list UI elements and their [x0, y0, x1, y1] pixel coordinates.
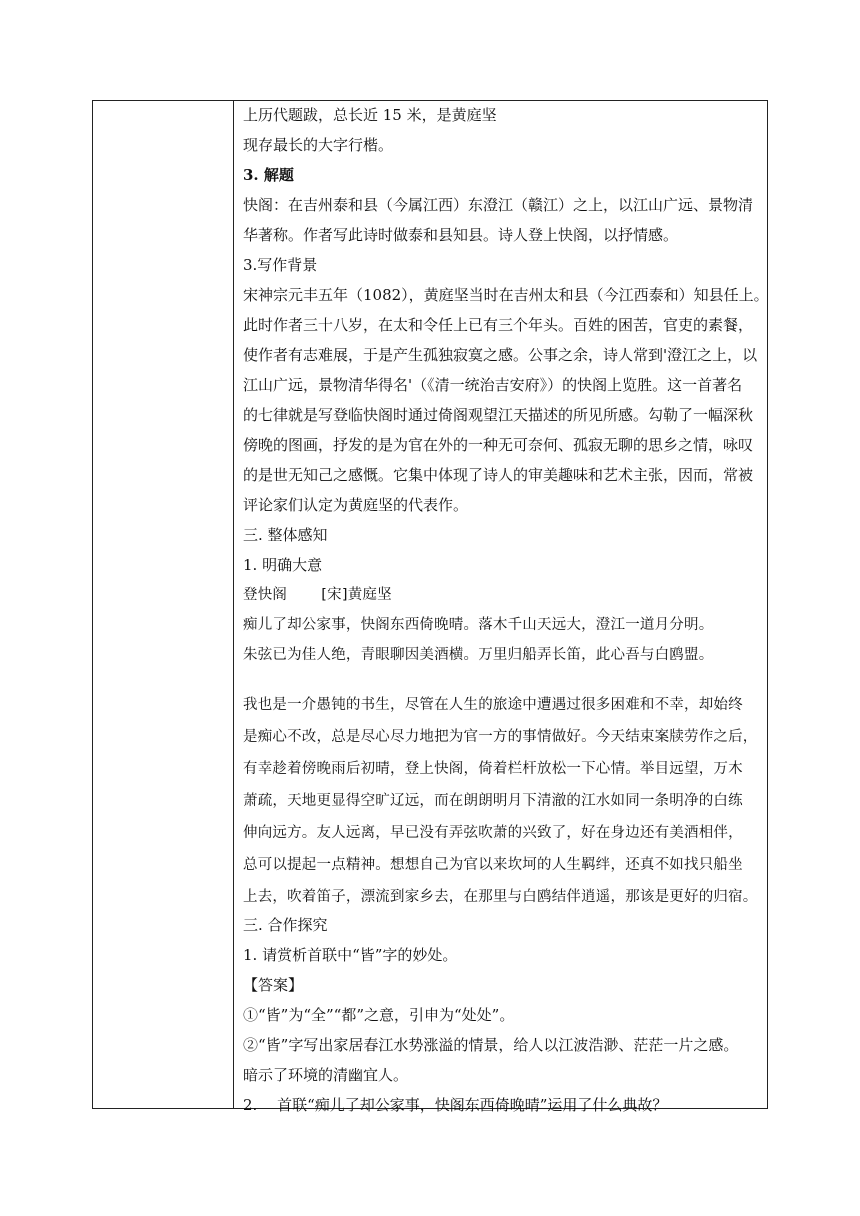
poem-line: 朱弦已为佳人绝，青眼聊因美酒横。万里归船弄长笛，此心吾与白鸥盟。 [243, 647, 714, 663]
section-heading: 三. 整体感知 [243, 526, 328, 544]
answer-line: ②“皆”字写出家居春江水势涨溢的情景，给人以江波浩渺、茫茫一片之感。 [243, 1036, 739, 1054]
text-line: 傍晚的图画，抒发的是为官在外的一种无可奈何、孤寂无聊的思乡之情，咏叹 [243, 436, 754, 454]
section-heading: 3.写作背景 [243, 256, 318, 274]
lesson-table [92, 100, 769, 1114]
text-line: 上历代题跋，总长近 15 米，是黄庭坚 [243, 106, 497, 124]
section-heading: 三. 合作探究 [243, 916, 328, 934]
question-line: 1. 请赏析首联中“皆”字的妙处。 [243, 946, 458, 964]
text-line: 华著称。作者写此诗时做泰和县知县。诗人登上快阁，以抒情感。 [243, 226, 679, 244]
text-line: 的七律就是写登临快阁时通过倚阁观望江天描述的所见所感。勾勒了一幅深秋 [243, 406, 754, 424]
translation-line: 总可以提起一点精神。想想自己为官以来坎坷的人生羁绊，还真不如找只船坐 [243, 857, 743, 873]
column-divider [233, 101, 234, 1108]
answer-label: 【答案】 [243, 976, 304, 994]
text-line: 评论家们认定为黄庭坚的代表作。 [243, 496, 469, 514]
sub-heading: 1. 明确大意 [243, 556, 323, 574]
translation-line: 萧疏，天地更显得空旷辽远，而在朗朗明月下清澈的江水如同一条明净的白练 [243, 793, 743, 809]
text-line: 的是世无知己之感慨。它集中体现了诗人的审美趣味和艺术主张，因而，常被 [243, 466, 754, 484]
section-heading: 3. 解题 [243, 166, 294, 184]
translation-line: 上去，吹着笛子，漂流到家乡去，在那里与白鸥结伴逍遥，那该是更好的归宿。 [243, 889, 758, 905]
translation-line: 伸向远方。友人远离，早已没有弄弦吹萧的兴致了，好在身边还有美酒相伴， [243, 825, 743, 841]
translation-line: 有幸趁着傍晚雨后初晴，登上快阁，倚着栏杆放松一下心情。举目远望，万木 [243, 761, 743, 777]
text-line: 快阁：在吉州泰和县（今属江西）东澄江（赣江）之上，以江山广远、景物清 [243, 196, 754, 214]
poem-line: 痴儿了却公家事，快阁东西倚晚晴。落木千山天远大，澄江一道月分明。 [243, 617, 714, 633]
text-line: 江山广远，景物清华得名'（《清一统治吉安府》）的快阁上览胜。这一首著名 [243, 376, 743, 394]
answer-line: 暗示了环境的清幽宜人。 [243, 1066, 409, 1084]
translation-line: 我也是一介愚钝的书生，尽管在人生的旅途中遭遇过很多困难和不幸，却始终 [243, 697, 743, 713]
text-line: 使作者有志难展，于是产生孤独寂寞之感。公事之余，诗人常到'澄江之上，以 [243, 346, 758, 364]
text-line: 宋神宗元丰五年（1082），黄庭坚当时在吉州太和县（今江西泰和）知县任上。 [243, 286, 769, 304]
text-line: 现存最长的大字行楷。 [243, 136, 394, 154]
poem-title: 登快阁 [宋]黄庭坚 [243, 587, 392, 603]
translation-line: 是痴心不改，总是尽心尽力地把为官一方的事情做好。今天结束案牍劳作之后， [243, 729, 758, 745]
question-line: 2. 首联“痴儿了却公家事，快阁东西倚晚晴”运用了什么典故？ [243, 1096, 668, 1114]
text-line: 此时作者三十八岁，在太和令任上已有三个年头。百姓的困苦，官吏的素餐， [243, 316, 754, 334]
answer-line: ①“皆”为“全”“都”之意，引申为“处处”。 [243, 1006, 515, 1024]
